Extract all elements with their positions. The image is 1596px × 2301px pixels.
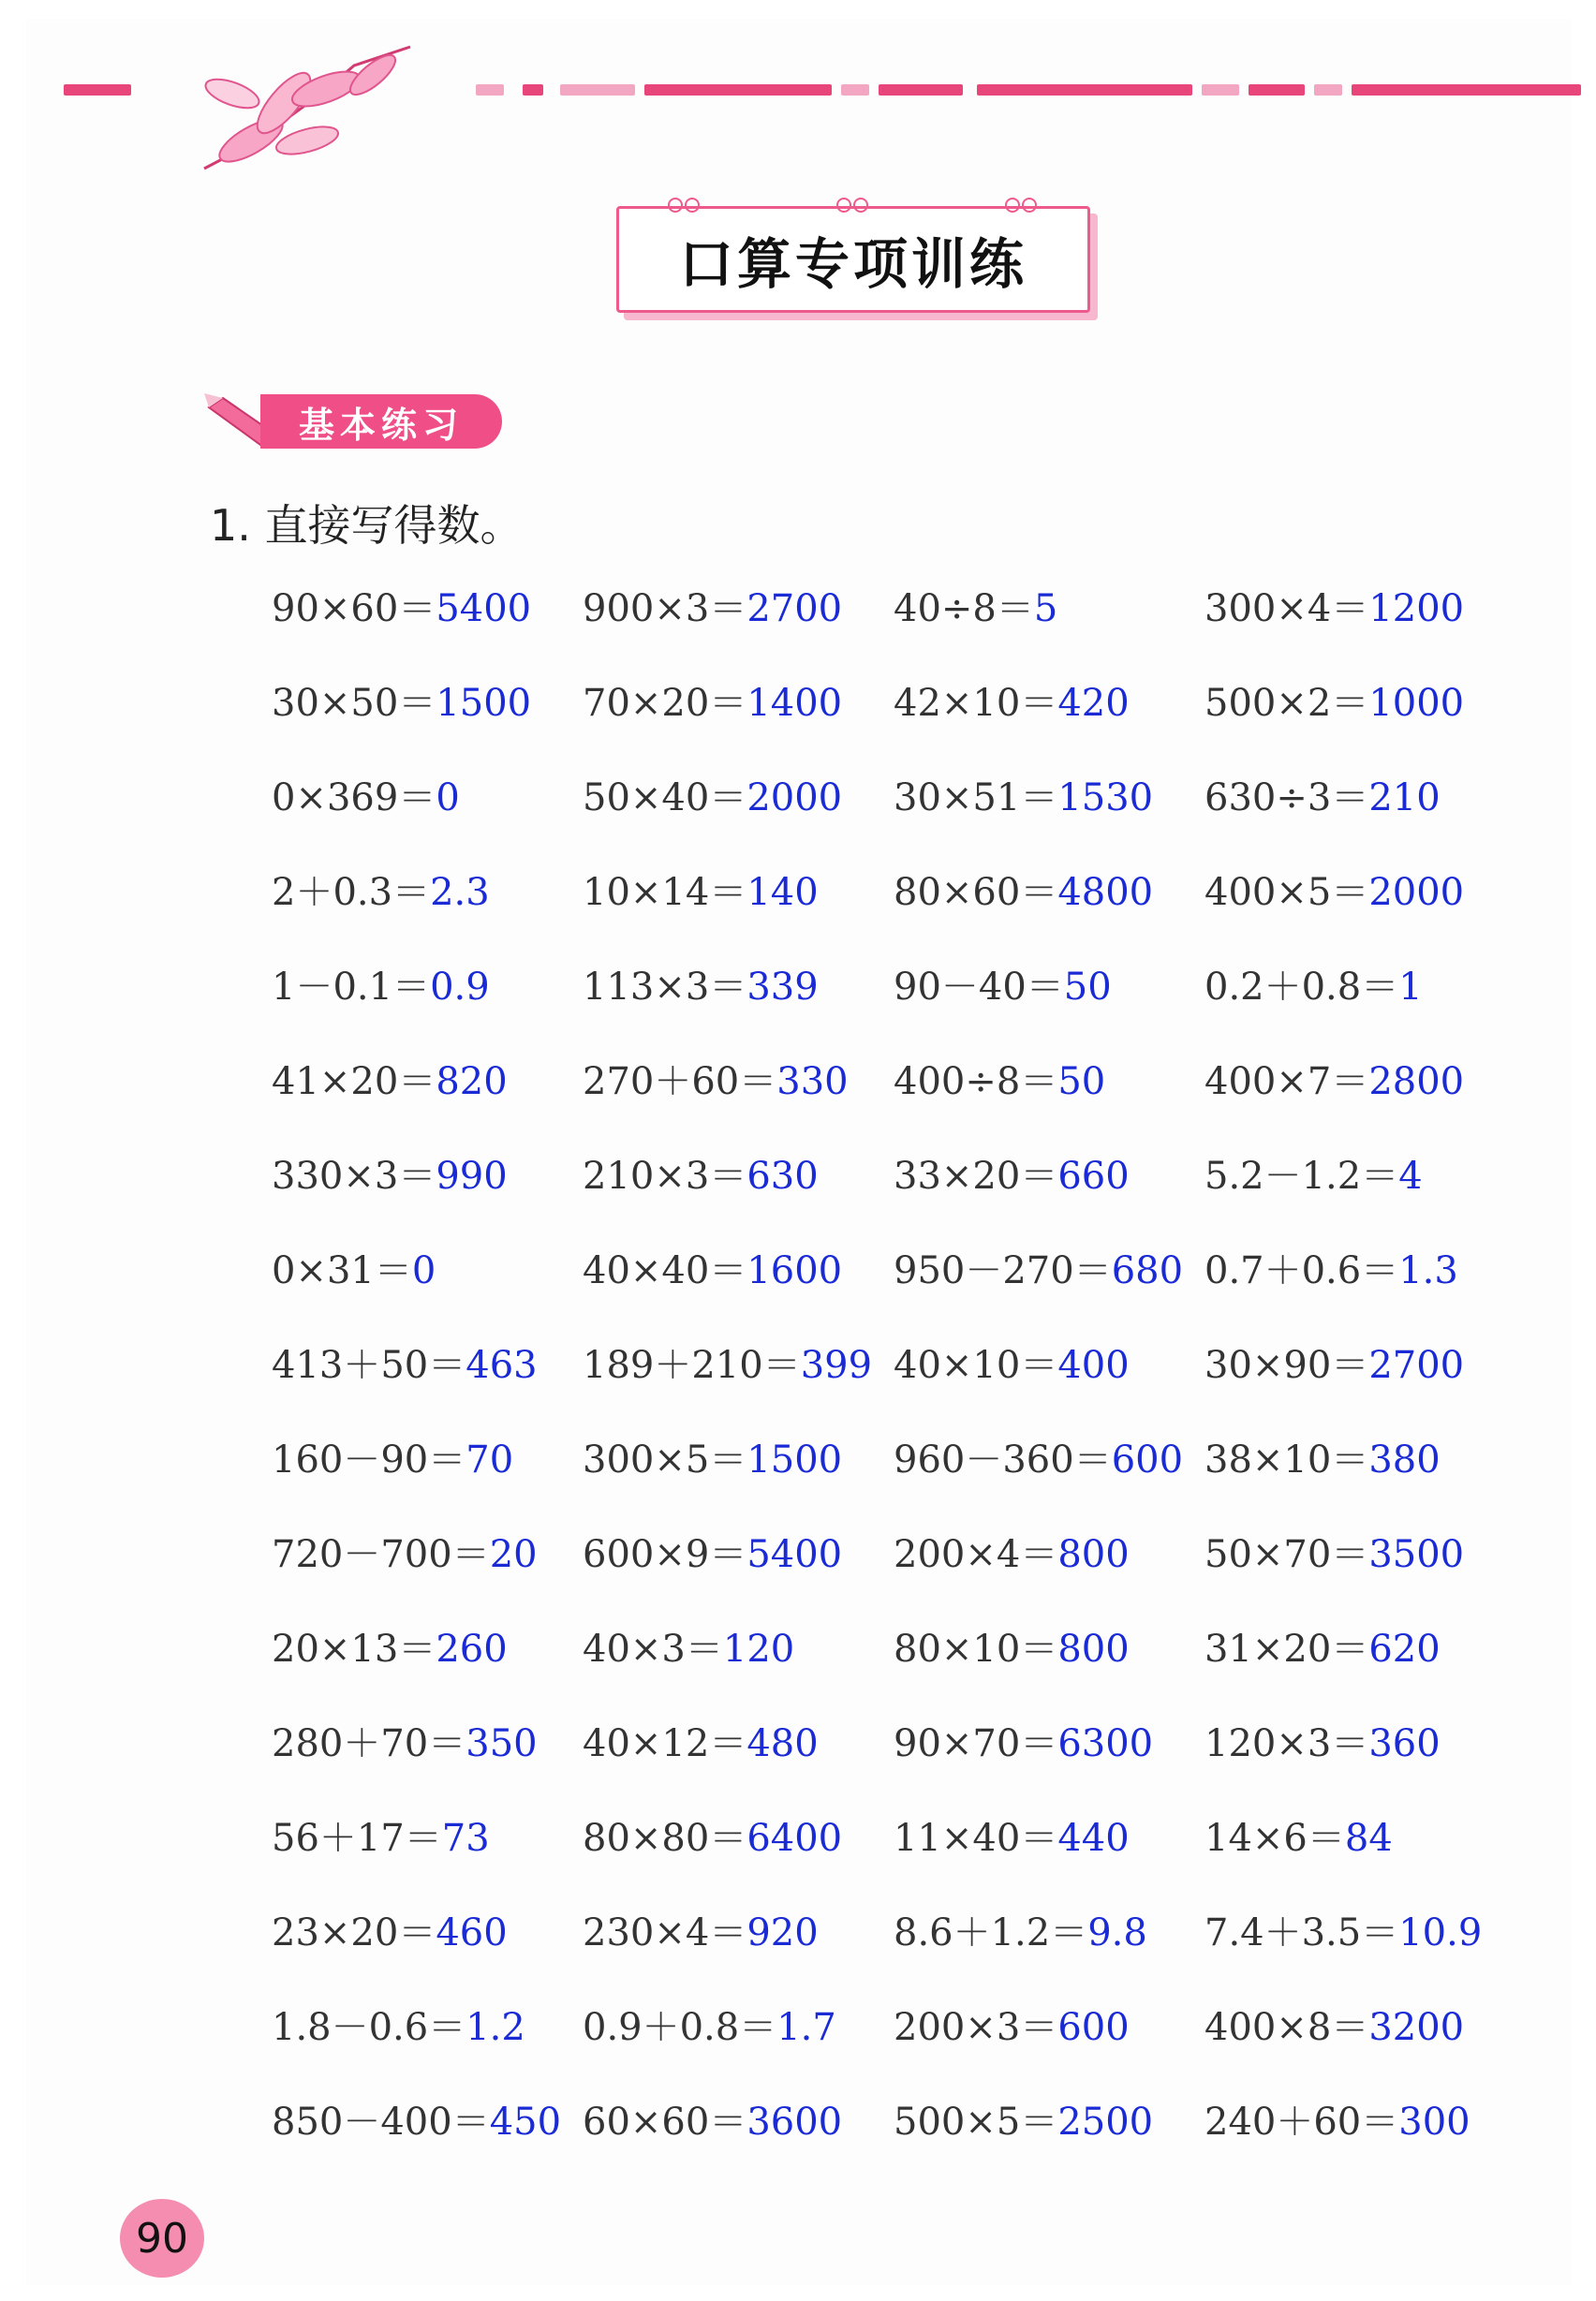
problem-item xyxy=(1204,1527,1523,1621)
problem-item xyxy=(1204,1905,1523,1999)
problem-item xyxy=(1204,1999,1523,2094)
problem-answer: 820 xyxy=(436,1060,508,1103)
problem-item xyxy=(583,2094,894,2189)
problem-item xyxy=(583,1432,894,1527)
problem-item xyxy=(1204,770,1523,864)
problem-item xyxy=(272,1810,583,1905)
problem-item xyxy=(272,1243,583,1337)
problem-answer: 1200 xyxy=(1368,587,1465,630)
problem-item xyxy=(894,1337,1204,1432)
problem-item xyxy=(583,1054,894,1148)
problem-item xyxy=(583,675,894,770)
problem-question: 14×6＝ xyxy=(1204,1817,1345,1860)
problem-question: 20×13＝ xyxy=(272,1628,436,1671)
problem-item xyxy=(894,675,1204,770)
problem-item xyxy=(272,1905,583,1999)
problem-question: 0×31＝ xyxy=(272,1249,412,1292)
problem-item xyxy=(272,1716,583,1810)
problem-item xyxy=(583,1148,894,1243)
problem-answer: 2000 xyxy=(746,776,843,819)
problem-item xyxy=(272,1054,583,1148)
problem-question: 40×40＝ xyxy=(583,1249,747,1292)
problem-answer: 400 xyxy=(1057,1344,1130,1387)
problem-answer: 460 xyxy=(436,1911,508,1954)
problem-question: 113×3＝ xyxy=(583,966,747,1009)
problem-question: 120×3＝ xyxy=(1204,1722,1369,1765)
problem-question: 400×7＝ xyxy=(1204,1060,1369,1103)
problem-question: 50×40＝ xyxy=(583,776,747,819)
problem-answer: 350 xyxy=(466,1722,538,1765)
binder-rings-icon xyxy=(619,196,1087,214)
problem-grid xyxy=(272,581,1523,2189)
problem-answer: 73 xyxy=(441,1817,490,1860)
page-number: 90 xyxy=(120,2199,204,2278)
problem-item xyxy=(894,1810,1204,1905)
problem-question: 40×12＝ xyxy=(583,1722,747,1765)
problem-question: 90×60＝ xyxy=(272,587,436,630)
problem-answer: 3200 xyxy=(1368,2006,1465,2049)
problem-question: 160－90＝ xyxy=(272,1438,466,1482)
problem-answer: 5400 xyxy=(436,587,532,630)
problem-answer: 3600 xyxy=(746,2101,843,2144)
problem-question: 0.9＋0.8＝ xyxy=(583,2006,777,2049)
problem-question: 1－0.1＝ xyxy=(272,966,431,1009)
problem-answer: 2800 xyxy=(1368,1060,1465,1103)
problem-answer: 20 xyxy=(489,1533,538,1576)
problem-answer: 330 xyxy=(776,1060,849,1103)
problem-answer: 1500 xyxy=(746,1438,843,1482)
problem-question: 90－40＝ xyxy=(894,966,1064,1009)
problem-answer: 600 xyxy=(1057,2006,1130,2049)
problem-question: 600×9＝ xyxy=(583,1533,747,1576)
problem-question: 10×14＝ xyxy=(583,871,747,914)
problem-question: 23×20＝ xyxy=(272,1911,436,1954)
problem-question: 413＋50＝ xyxy=(272,1344,466,1387)
problem-question: 1.8－0.6＝ xyxy=(272,2006,466,2049)
problem-item xyxy=(583,1337,894,1432)
problem-answer: 260 xyxy=(436,1628,508,1671)
problem-question: 950－270＝ xyxy=(894,1249,1112,1292)
problem-answer: 440 xyxy=(1057,1817,1130,1860)
problem-question: 300×5＝ xyxy=(583,1438,747,1482)
problem-question: 0.7＋0.6＝ xyxy=(1204,1249,1399,1292)
problem-answer: 2.3 xyxy=(430,871,490,914)
problem-item xyxy=(894,1432,1204,1527)
problem-question: 40÷8＝ xyxy=(894,587,1034,630)
problem-answer: 360 xyxy=(1368,1722,1441,1765)
problem-question: 189＋210＝ xyxy=(583,1344,801,1387)
problem-item xyxy=(583,770,894,864)
problem-question: 500×2＝ xyxy=(1204,682,1369,725)
problem-item xyxy=(272,1337,583,1432)
problem-item xyxy=(272,1527,583,1621)
problem-question: 500×5＝ xyxy=(894,2101,1058,2144)
problem-question: 5.2－1.2＝ xyxy=(1204,1155,1399,1198)
problem-question: 720－700＝ xyxy=(272,1533,490,1576)
problem-answer: 6400 xyxy=(746,1817,843,1860)
problem-item xyxy=(1204,581,1523,675)
problem-answer: 399 xyxy=(800,1344,873,1387)
problem-answer: 0 xyxy=(411,1249,436,1292)
problem-answer: 680 xyxy=(1111,1249,1184,1292)
problem-item xyxy=(272,1999,583,2094)
problem-item xyxy=(894,1527,1204,1621)
problem-question: 30×90＝ xyxy=(1204,1344,1369,1387)
problem-question: 60×60＝ xyxy=(583,2101,747,2144)
problem-item xyxy=(1204,1621,1523,1716)
problem-item xyxy=(272,959,583,1054)
problem-answer: 70 xyxy=(466,1438,514,1482)
problem-question: 8.6＋1.2＝ xyxy=(894,1911,1088,1954)
problem-answer: 1400 xyxy=(746,682,843,725)
problem-answer: 5 xyxy=(1033,587,1058,630)
problem-question: 400÷8＝ xyxy=(894,1060,1058,1103)
problem-question: 40×3＝ xyxy=(583,1628,723,1671)
problem-question: 30×51＝ xyxy=(894,776,1058,819)
problem-question: 33×20＝ xyxy=(894,1155,1058,1198)
problem-item xyxy=(894,1905,1204,1999)
problem-item xyxy=(272,864,583,959)
problem-answer: 600 xyxy=(1111,1438,1184,1482)
problem-answer: 800 xyxy=(1057,1533,1130,1576)
problem-answer: 210 xyxy=(1368,776,1441,819)
flower-branch-icon xyxy=(195,37,438,178)
problem-item xyxy=(894,2094,1204,2189)
problem-item xyxy=(894,1716,1204,1810)
problem-item xyxy=(1204,864,1523,959)
problem-item xyxy=(583,581,894,675)
problem-item xyxy=(894,1621,1204,1716)
problem-answer: 1.7 xyxy=(776,2006,836,2049)
problem-question: 2＋0.3＝ xyxy=(272,871,431,914)
problem-question: 42×10＝ xyxy=(894,682,1058,725)
problem-item xyxy=(894,1148,1204,1243)
problem-question: 210×3＝ xyxy=(583,1155,747,1198)
problem-item xyxy=(272,1148,583,1243)
problem-answer: 9.8 xyxy=(1087,1911,1147,1954)
problem-item xyxy=(1204,1243,1523,1337)
problem-question: 400×8＝ xyxy=(1204,2006,1369,2049)
problem-item xyxy=(1204,2094,1523,2189)
problem-item xyxy=(894,1243,1204,1337)
problem-answer: 120 xyxy=(722,1628,795,1671)
problem-answer: 0.9 xyxy=(430,966,490,1009)
problem-item xyxy=(583,1905,894,1999)
problem-answer: 6300 xyxy=(1057,1722,1154,1765)
problem-item xyxy=(583,864,894,959)
problem-item xyxy=(1204,1716,1523,1810)
problem-item xyxy=(583,1999,894,2094)
problem-item xyxy=(894,1054,1204,1148)
problem-answer: 1000 xyxy=(1368,682,1465,725)
problem-answer: 2000 xyxy=(1368,871,1465,914)
problem-question: 31×20＝ xyxy=(1204,1628,1369,1671)
problem-answer: 300 xyxy=(1398,2101,1470,2144)
problem-answer: 1500 xyxy=(436,682,532,725)
problem-item xyxy=(272,1621,583,1716)
workbook-page xyxy=(26,19,1572,2285)
problem-answer: 990 xyxy=(436,1155,508,1198)
problem-item xyxy=(1204,675,1523,770)
question-prompt: 1. 直接写得数。 xyxy=(210,500,524,551)
problem-answer: 4 xyxy=(1398,1155,1423,1198)
problem-answer: 1 xyxy=(1398,966,1423,1009)
problem-item xyxy=(1204,959,1523,1054)
problem-answer: 660 xyxy=(1057,1155,1130,1198)
problem-question: 11×40＝ xyxy=(894,1817,1058,1860)
problem-answer: 1600 xyxy=(746,1249,843,1292)
problem-answer: 630 xyxy=(746,1155,819,1198)
problem-item xyxy=(1204,1337,1523,1432)
problem-question: 0.2＋0.8＝ xyxy=(1204,966,1399,1009)
problem-answer: 1530 xyxy=(1057,776,1154,819)
problem-question: 630÷3＝ xyxy=(1204,776,1369,819)
problem-answer: 339 xyxy=(746,966,819,1009)
problem-answer: 1.2 xyxy=(466,2006,525,2049)
problem-question: 30×50＝ xyxy=(272,682,436,725)
section-tag xyxy=(204,389,506,454)
problem-item xyxy=(1204,1810,1523,1905)
problem-question: 850－400＝ xyxy=(272,2101,490,2144)
problem-answer: 5400 xyxy=(746,1533,843,1576)
problem-answer: 10.9 xyxy=(1398,1911,1483,1954)
problem-item xyxy=(894,1999,1204,2094)
problem-question: 38×10＝ xyxy=(1204,1438,1369,1482)
problem-question: 200×3＝ xyxy=(894,2006,1058,2049)
problem-answer: 140 xyxy=(746,871,819,914)
problem-answer: 50 xyxy=(1057,1060,1106,1103)
problem-answer: 800 xyxy=(1057,1628,1130,1671)
problem-question: 330×3＝ xyxy=(272,1155,436,1198)
problem-question: 270＋60＝ xyxy=(583,1060,777,1103)
problem-item xyxy=(1204,1054,1523,1148)
problem-item xyxy=(1204,1148,1523,1243)
section-label: 基本练习 xyxy=(298,404,464,446)
problem-item xyxy=(1204,1432,1523,1527)
problem-answer: 920 xyxy=(746,1911,819,1954)
title-banner xyxy=(616,206,1090,313)
problem-item xyxy=(272,770,583,864)
section-pill xyxy=(260,394,502,449)
problem-question: 80×10＝ xyxy=(894,1628,1058,1671)
problem-item xyxy=(272,1432,583,1527)
problem-item xyxy=(583,959,894,1054)
problem-item xyxy=(583,1716,894,1810)
problem-question: 56＋17＝ xyxy=(272,1817,442,1860)
problem-answer: 450 xyxy=(489,2101,562,2144)
problem-answer: 420 xyxy=(1057,682,1130,725)
problem-answer: 84 xyxy=(1344,1817,1393,1860)
problem-item xyxy=(583,1621,894,1716)
problem-answer: 50 xyxy=(1063,966,1112,1009)
problem-item xyxy=(583,1810,894,1905)
problem-question: 80×60＝ xyxy=(894,871,1058,914)
problem-answer: 2700 xyxy=(746,587,843,630)
problem-answer: 480 xyxy=(746,1722,819,1765)
problem-question: 280＋70＝ xyxy=(272,1722,466,1765)
problem-question: 300×4＝ xyxy=(1204,587,1369,630)
page-title: 口算专项训练 xyxy=(678,232,1027,296)
problem-question: 960－360＝ xyxy=(894,1438,1112,1482)
problem-question: 40×10＝ xyxy=(894,1344,1058,1387)
problem-question: 240＋60＝ xyxy=(1204,2101,1399,2144)
problem-answer: 1.3 xyxy=(1398,1249,1458,1292)
problem-question: 7.4＋3.5＝ xyxy=(1204,1911,1399,1954)
problem-answer: 0 xyxy=(436,776,460,819)
problem-question: 900×3＝ xyxy=(583,587,747,630)
problem-question: 50×70＝ xyxy=(1204,1533,1369,1576)
problem-item xyxy=(894,864,1204,959)
problem-answer: 620 xyxy=(1368,1628,1441,1671)
problem-question: 230×4＝ xyxy=(583,1911,747,1954)
problem-question: 0×369＝ xyxy=(272,776,436,819)
problem-question: 70×20＝ xyxy=(583,682,747,725)
problem-answer: 380 xyxy=(1368,1438,1441,1482)
problem-answer: 4800 xyxy=(1057,871,1154,914)
problem-question: 80×80＝ xyxy=(583,1817,747,1860)
problem-answer: 463 xyxy=(466,1344,538,1387)
problem-item xyxy=(272,2094,583,2189)
problem-question: 400×5＝ xyxy=(1204,871,1369,914)
problem-answer: 2500 xyxy=(1057,2101,1154,2144)
problem-answer: 3500 xyxy=(1368,1533,1465,1576)
problem-item xyxy=(272,675,583,770)
problem-question: 90×70＝ xyxy=(894,1722,1058,1765)
problem-item xyxy=(894,959,1204,1054)
problem-item xyxy=(894,770,1204,864)
problem-item xyxy=(272,581,583,675)
problem-item xyxy=(583,1527,894,1621)
problem-answer: 2700 xyxy=(1368,1344,1465,1387)
problem-item xyxy=(583,1243,894,1337)
problem-question: 41×20＝ xyxy=(272,1060,436,1103)
problem-item xyxy=(894,581,1204,675)
problem-question: 200×4＝ xyxy=(894,1533,1058,1576)
